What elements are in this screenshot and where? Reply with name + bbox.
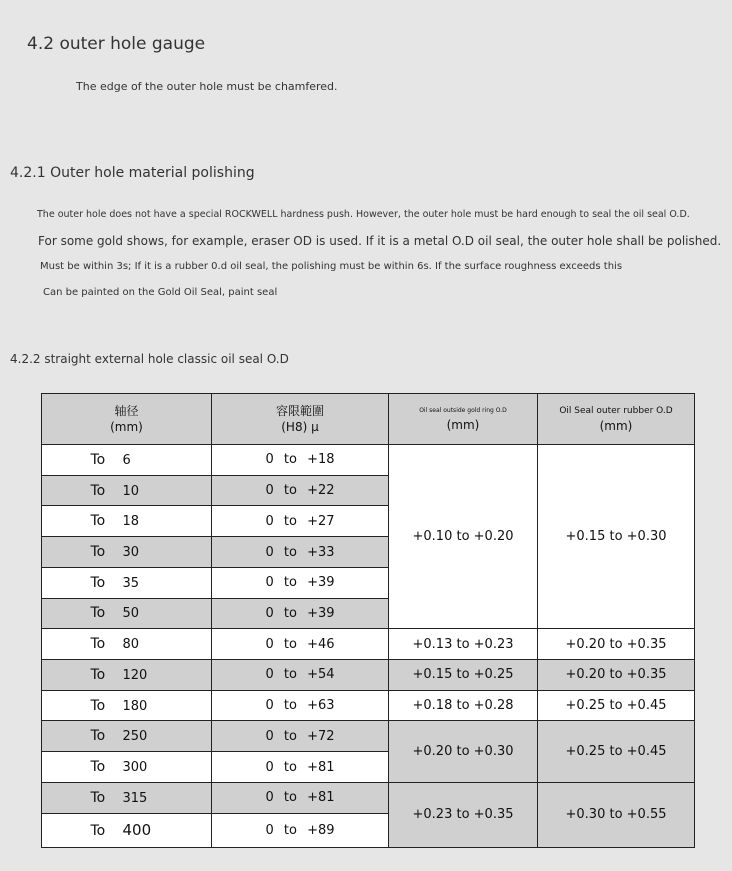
- tolerance-cell: 0 to +39: [212, 598, 389, 629]
- header-rubber-od: Oil Seal outer rubber O.D (mm): [538, 394, 695, 445]
- table-row: [42, 782, 695, 813]
- shaft-cell: To 35: [42, 567, 212, 598]
- shaft-cell: To 10: [42, 475, 212, 506]
- shaft-cell: To 30: [42, 537, 212, 568]
- rubber-od-cell: +0.25 to +0.45: [538, 721, 695, 782]
- shaft-cell: To 315: [42, 782, 212, 813]
- tolerance-cell: 0 to +22: [212, 475, 389, 506]
- rubber-od-cell: +0.25 to +0.45: [538, 690, 695, 721]
- table-header-row: [42, 394, 695, 445]
- tolerance-cell: 0 to +89: [212, 813, 389, 847]
- tolerance-cell: 0 to +81: [212, 782, 389, 813]
- chamfer-note: The edge of the outer hole must be chamfered.: [76, 80, 338, 93]
- tolerance-cell: 0 to +81: [212, 752, 389, 783]
- table-row: [42, 629, 695, 660]
- shaft-cell: To 300: [42, 752, 212, 783]
- table-row: [42, 690, 695, 721]
- shaft-cell: To 6: [42, 445, 212, 476]
- metal-od-cell: +0.18 to +0.28: [389, 690, 538, 721]
- polish-line-3: Must be within 3s; If it is a rubber 0.d oil seal, the polishing must be within 6s. If the surface roughness exceeds this: [40, 261, 623, 272]
- shaft-cell: To 180: [42, 690, 212, 721]
- metal-od-cell: +0.23 to +0.35: [389, 782, 538, 847]
- tolerance-cell: 0 to +54: [212, 660, 389, 691]
- shaft-cell: To 18: [42, 506, 212, 537]
- shaft-cell: To 400: [42, 813, 212, 847]
- table-row: [42, 445, 695, 476]
- table-row: [42, 721, 695, 752]
- section-title-4-2: 4.2 outer hole gauge: [27, 34, 206, 54]
- tolerance-cell: 0 to +63: [212, 690, 389, 721]
- section-title-4-2-1: 4.2.1 Outer hole material polishing: [10, 165, 255, 181]
- rubber-od-cell: +0.30 to +0.55: [538, 782, 695, 847]
- tolerance-cell: 0 to +18: [212, 445, 389, 476]
- rubber-od-cell: +0.20 to +0.35: [538, 660, 695, 691]
- shaft-cell: To 250: [42, 721, 212, 752]
- oil-seal-od-table: [41, 393, 695, 848]
- header-shaft: 轴径 (mm): [42, 394, 212, 445]
- polish-line-4: Can be painted on the Gold Oil Seal, paint seal: [43, 287, 278, 298]
- tolerance-cell: 0 to +27: [212, 506, 389, 537]
- polish-line-2: For some gold shows, for example, eraser OD is used. If it is a metal O.D oil seal, the outer hole shall be polished.: [38, 234, 722, 248]
- shaft-cell: To 80: [42, 629, 212, 660]
- rubber-od-cell: +0.20 to +0.35: [538, 629, 695, 660]
- metal-od-cell: +0.13 to +0.23: [389, 629, 538, 660]
- table-row: [42, 660, 695, 691]
- section-title-4-2-2: 4.2.2 straight external hole classic oil seal O.D: [10, 352, 289, 366]
- metal-od-cell: +0.10 to +0.20: [389, 445, 538, 629]
- shaft-cell: To 50: [42, 598, 212, 629]
- shaft-cell: To 120: [42, 660, 212, 691]
- tolerance-cell: 0 to +72: [212, 721, 389, 752]
- header-tolerance: 容限範圍 (H8) μ: [212, 394, 389, 445]
- metal-od-cell: +0.20 to +0.30: [389, 721, 538, 782]
- polish-line-1: The outer hole does not have a special ROCKWELL hardness push. However, the outer hole must be hard enough to seal the oil seal O.D.: [37, 209, 690, 220]
- tolerance-cell: 0 to +33: [212, 537, 389, 568]
- rubber-od-cell: +0.15 to +0.30: [538, 445, 695, 629]
- header-metal-od: Oil seal outside gold ring O.D (mm): [389, 394, 538, 445]
- tolerance-cell: 0 to +39: [212, 567, 389, 598]
- tolerance-cell: 0 to +46: [212, 629, 389, 660]
- metal-od-cell: +0.15 to +0.25: [389, 660, 538, 691]
